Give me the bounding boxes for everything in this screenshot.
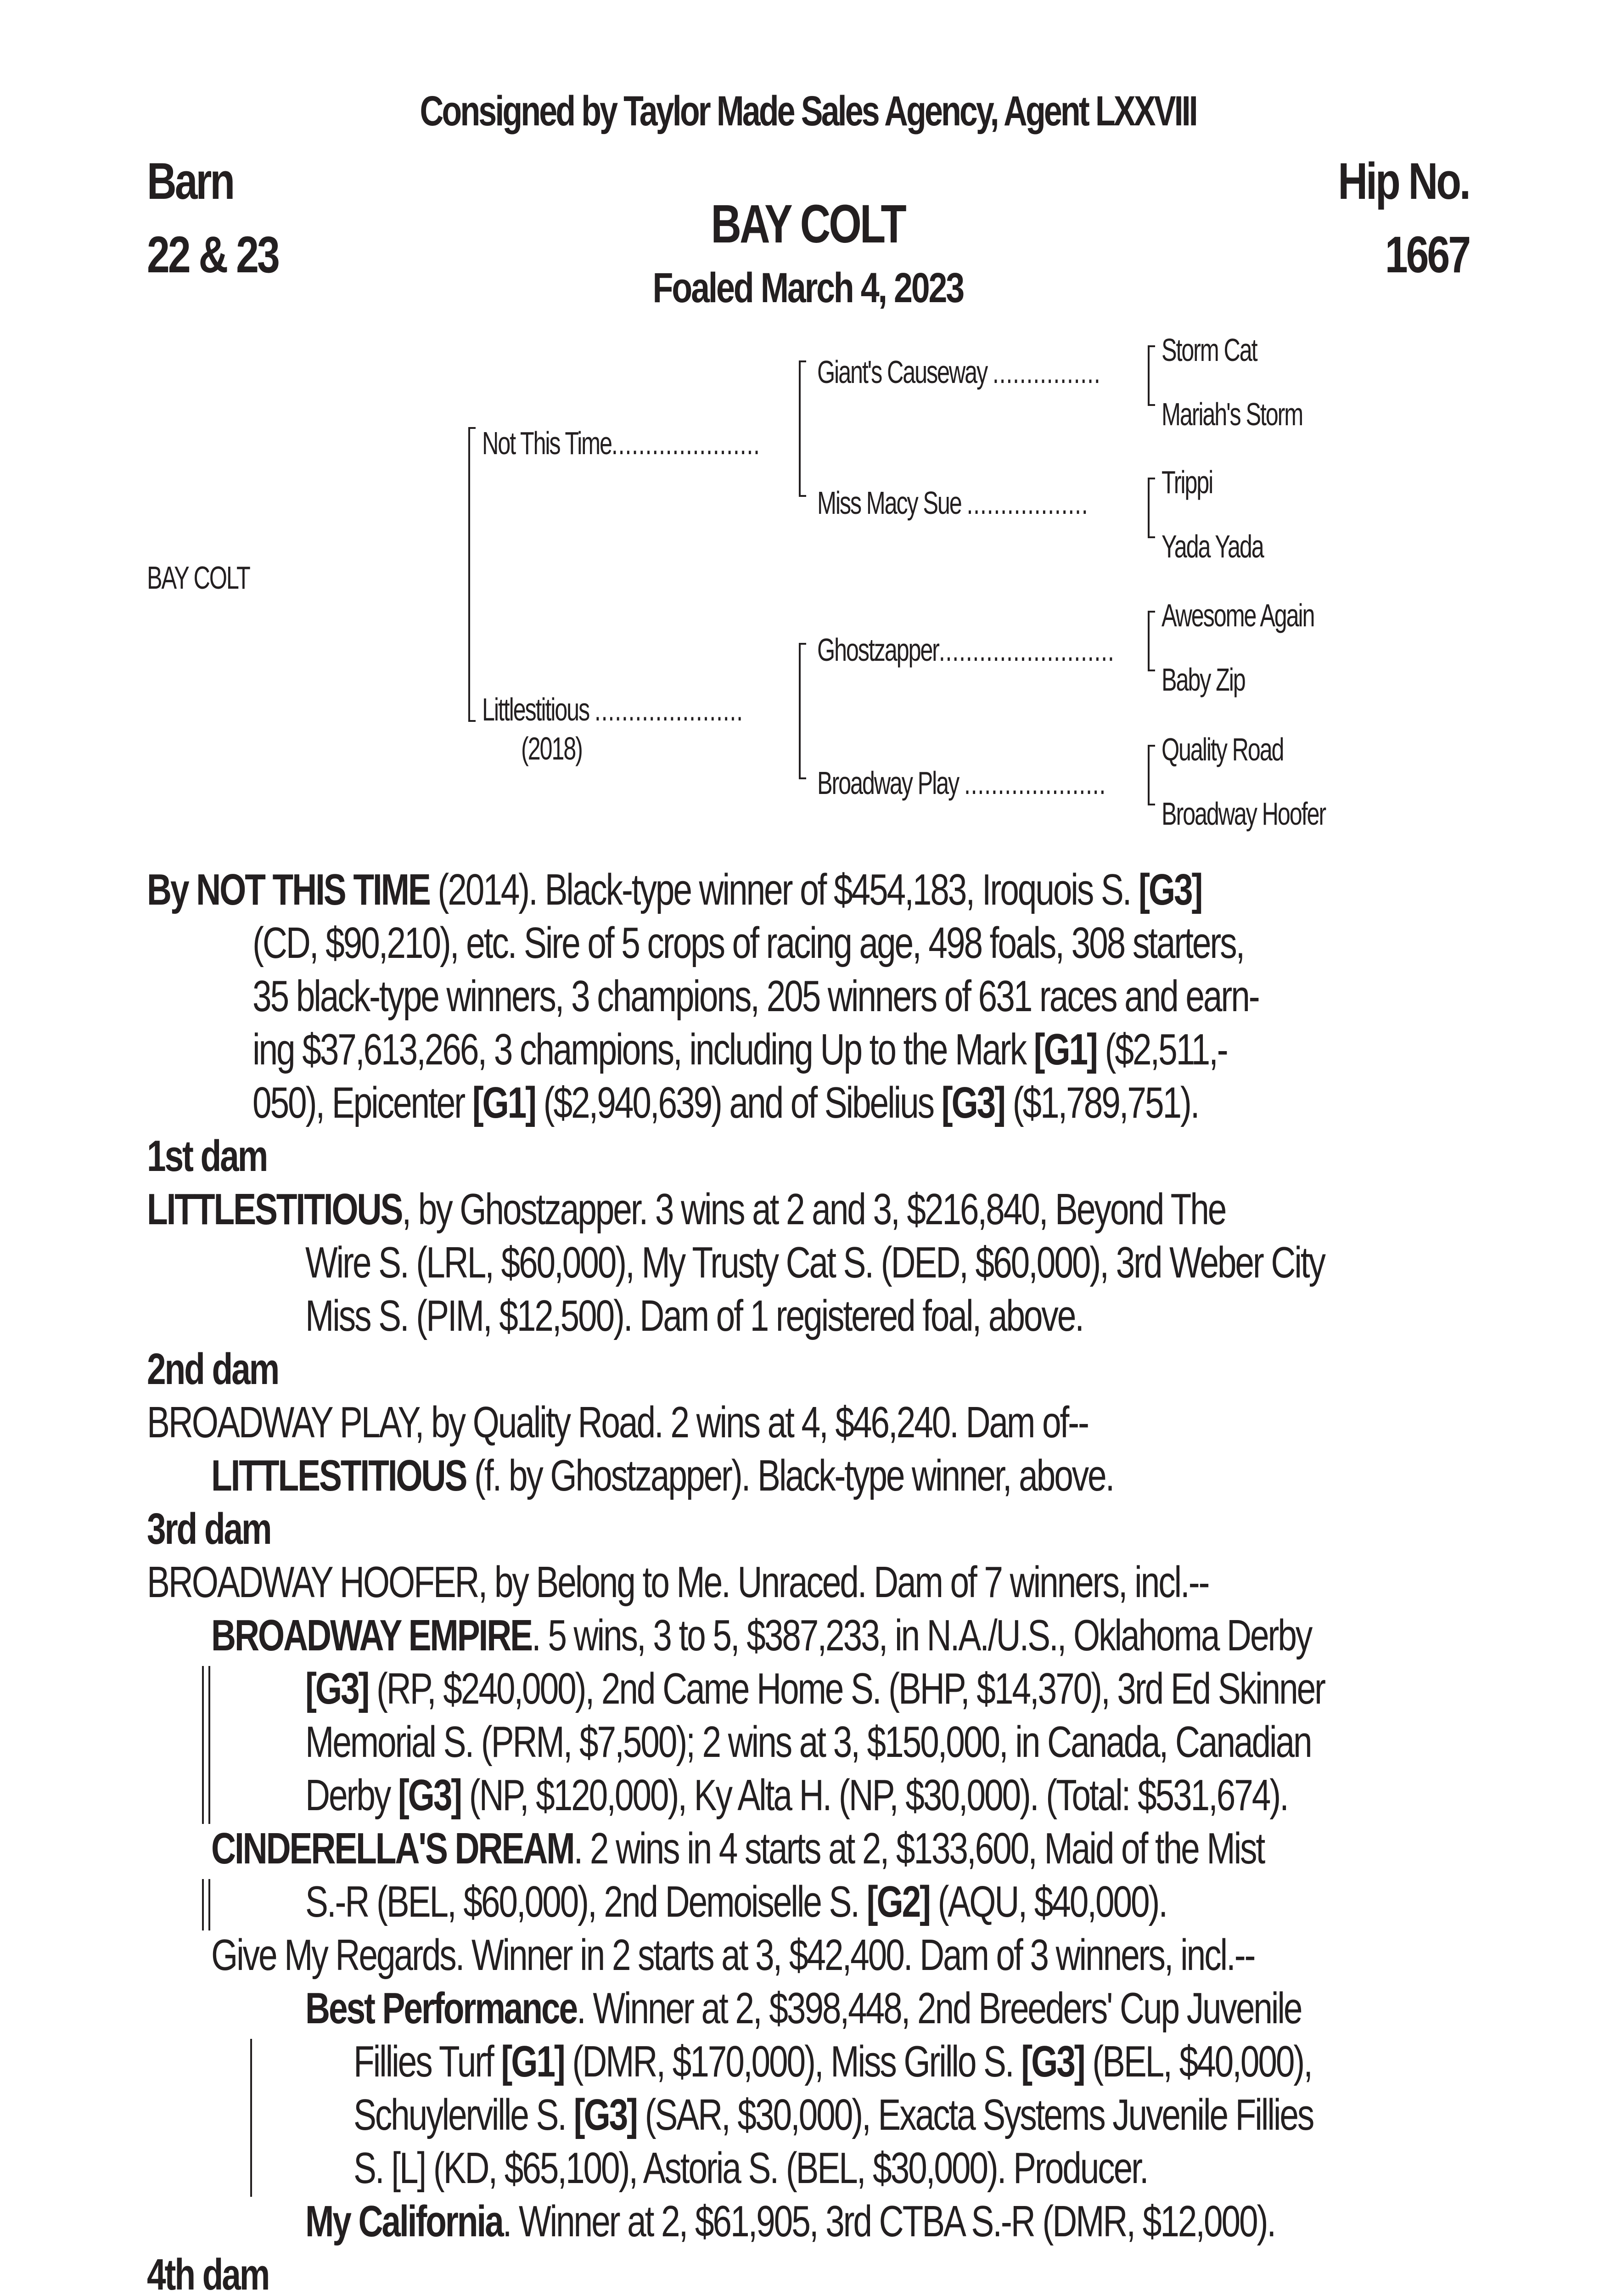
black-type-bar: [208, 1666, 210, 1824]
text-run: BROADWAY HOOFER, by Belong to Me. Unraced. Dam of 7 winners, incl.--: [147, 1558, 1209, 1607]
third-dam-section: [147, 1556, 1478, 2248]
bracket-line: [799, 360, 801, 496]
bracket-line: [1148, 478, 1150, 537]
foaling-date: Foaled March 4, 2023: [652, 264, 964, 311]
text-run: . 2 wins in 4 starts at 2, $133,600, Maid of the Mist: [573, 1824, 1264, 1873]
bold-run: [G3]: [1139, 865, 1202, 914]
pedigree-ggen-3: Trippi: [1162, 464, 1213, 500]
text-run: 050), Epicenter: [252, 1078, 472, 1127]
bracket-tick: [1148, 404, 1155, 406]
text-run: S.-R (BEL, $60,000), 2nd Demoiselle S.: [305, 1877, 867, 1926]
text-line: [252, 1023, 1227, 1076]
bold-run: [G3]: [941, 1078, 1004, 1127]
bracket-line: [468, 427, 470, 721]
bold-run: [G1]: [501, 2037, 564, 2086]
bracket-tick: [468, 427, 476, 429]
bracket-tick: [1148, 478, 1155, 479]
bracket-tick: [799, 495, 806, 497]
text-line: [211, 1929, 1255, 1982]
text-run: . Winner at 2, $398,448, 2nd Breeders' Cup Juvenile: [576, 1984, 1302, 2033]
pedigree-dam-dam: Broadway Play .....................: [817, 765, 1106, 801]
pedigree-ggen-4: Yada Yada: [1162, 529, 1263, 564]
text-run: Schuylerville S.: [354, 2090, 574, 2139]
pedigree-ggen-6: Baby Zip: [1162, 662, 1245, 698]
bold-run: [G3]: [573, 2090, 637, 2139]
bracket-tick: [1148, 670, 1155, 671]
pedigree-dam-sire: Ghostzapper..........................: [817, 632, 1115, 668]
sire-section: [147, 863, 1478, 1130]
pedigree-ggen-2: Mariah's Storm: [1162, 396, 1303, 432]
bracket-tick: [1148, 804, 1155, 805]
bold-run: Best Performance: [305, 1984, 577, 2033]
black-type-bar: [208, 1879, 210, 1930]
text-line: [305, 1662, 1324, 1716]
text-run: (RP, $240,000), 2nd Came Home S. (BHP, $14,370), 3rd Ed Skinner: [368, 1664, 1324, 1713]
text-line: [252, 917, 1244, 970]
bracket-tick: [468, 720, 476, 722]
pedigree-dam-year: (2018): [521, 731, 582, 766]
text-line: [305, 1289, 1220, 1343]
text-line: [305, 1875, 1220, 1929]
bold-run: [G1]: [1033, 1025, 1097, 1074]
bracket-tick: [1148, 745, 1155, 747]
text-run: (NP, $120,000), Ky Alta H. (NP, $30,000). (Total: $531,674).: [461, 1771, 1288, 1820]
bracket-line: [799, 643, 801, 778]
section-heading-4th-dam: 4th dam: [147, 2250, 269, 2296]
catalog-body: [147, 863, 1478, 2296]
text-line: [147, 863, 1202, 917]
text-line: [354, 2088, 1313, 2142]
text-run: (CD, $90,210), etc. Sire of 5 crops of racing age, 498 foals, 308 starters,: [252, 918, 1244, 968]
text-run: Derby: [305, 1771, 398, 1820]
text-run: , by Ghostzapper. 3 wins at 2 and 3, $216,840, Beyond The: [402, 1185, 1226, 1234]
text-run: Memorial S. (PRM, $7,500); 2 wins at 3, $150,000, in Canada, Canadian: [305, 1717, 1311, 1767]
text-run: (BEL, $40,000),: [1084, 2037, 1312, 2086]
text-run: (2014). Black-type winner of $454,183, Iroquois S.: [429, 865, 1139, 914]
bracket-line: [1148, 745, 1150, 805]
barn-value: 22 & 23: [147, 226, 278, 283]
consignor-line: Consigned by Taylor Made Sales Agency, Agent LXXVIII: [420, 88, 1196, 135]
text-line: [252, 970, 1259, 1023]
bracket-line: [1148, 611, 1150, 670]
color-sex-title: BAY COLT: [711, 194, 905, 254]
black-type-bar: [250, 2039, 252, 2197]
pedigree-dam: Littlestitious ......................: [482, 692, 743, 727]
black-type-bar: [202, 1666, 204, 1824]
bold-run: CINDERELLA'S DREAM: [211, 1824, 574, 1873]
text-line: [305, 1716, 1311, 1769]
bracket-tick: [799, 777, 806, 779]
bold-run: By NOT THIS TIME: [147, 865, 430, 914]
text-line: [354, 2142, 1231, 2195]
text-run: (SAR, $30,000), Exacta Systems Juvenile Fillies: [636, 2090, 1313, 2139]
text-line: [305, 1236, 1324, 1289]
text-line: [252, 1076, 1209, 1130]
text-line: [211, 1449, 1200, 1503]
text-run: (f. by Ghostzapper). Black-type winner, above.: [466, 1451, 1114, 1500]
section-heading-1st-dam: 1st dam: [147, 1131, 267, 1181]
text-line: [147, 1396, 1185, 1449]
text-run: 35 black-type winners, 3 champions, 205 winners of 631 races and earn-: [252, 972, 1259, 1021]
bracket-tick: [799, 643, 806, 645]
bracket-line: [1148, 345, 1150, 405]
pedigree-subject: BAY COLT: [147, 560, 250, 596]
section-heading-2nd-dam: 2nd dam: [147, 1345, 279, 1394]
text-run: (AQU, $40,000).: [929, 1877, 1167, 1926]
text-run: Give My Regards. Winner in 2 starts at 3, $42,400. Dam of 3 winners, incl.--: [211, 1930, 1255, 1980]
first-dam-section: [147, 1183, 1478, 1343]
text-line: [147, 1556, 1209, 1609]
text-run: (DMR, $170,000), Miss Grillo S.: [564, 2037, 1021, 2086]
bracket-tick: [1148, 345, 1155, 347]
text-run: ($2,511,-: [1096, 1025, 1227, 1074]
pedigree-sire: Not This Time......................: [482, 425, 760, 461]
bold-run: [G3]: [305, 1664, 369, 1713]
pedigree-chart: [0, 0, 1616, 872]
text-line: [305, 2195, 1275, 2248]
text-line: [211, 1822, 1264, 1875]
bold-run: LITTLESTITIOUS: [211, 1451, 466, 1500]
pedigree-ggen-5: Awesome Again: [1162, 597, 1314, 633]
text-run: S. [L] (KD, $65,100), Astoria S. (BEL, $30,000). Producer.: [354, 2144, 1148, 2193]
text-run: . Winner at 2, $61,905, 3rd CTBA S.-R (DMR, $12,000).: [502, 2197, 1275, 2246]
bracket-tick: [1148, 536, 1155, 538]
bold-run: LITTLESTITIOUS: [147, 1185, 402, 1234]
pedigree-ggen-7: Quality Road: [1162, 732, 1284, 767]
section-heading-3rd-dam: 3rd dam: [147, 1504, 271, 1553]
bold-run: [G2]: [866, 1877, 930, 1926]
text-run: ($1,789,751).: [1004, 1078, 1199, 1127]
text-run: ing $37,613,266, 3 champions, including Up to the Mark: [252, 1025, 1034, 1074]
pedigree-sire-dam: Miss Macy Sue ..................: [817, 485, 1089, 521]
pedigree-ggen-1: Storm Cat: [1162, 332, 1257, 368]
hip-label: Hip No.: [1338, 152, 1469, 210]
text-run: Miss S. (PIM, $12,500). Dam of 1 registered foal, above.: [305, 1291, 1083, 1340]
text-run: . 5 wins, 3 to 5, $387,233, in N.A./U.S., Oklahoma Derby: [531, 1611, 1312, 1660]
text-run: ($2,940,639) and of Sibelius: [535, 1078, 942, 1127]
bold-run: [G1]: [472, 1078, 535, 1127]
barn-label: Barn: [147, 152, 234, 210]
text-line: [211, 1609, 1312, 1662]
pedigree-sire-sire: Giant's Causeway ................: [817, 354, 1101, 390]
bold-run: BROADWAY EMPIRE: [211, 1611, 532, 1660]
text-line: [305, 1769, 1288, 1822]
second-dam-section: [147, 1396, 1478, 1503]
bold-run: [G3]: [1021, 2037, 1084, 2086]
bracket-tick: [799, 360, 806, 362]
bracket-tick: [1148, 611, 1155, 613]
text-line: [354, 2035, 1312, 2088]
hip-number: 1667: [1385, 226, 1469, 283]
text-line: [305, 1982, 1302, 2035]
text-run: Wire S. (LRL, $60,000), My Trusty Cat S. (DED, $60,000), 3rd Weber City: [305, 1238, 1324, 1287]
pedigree-ggen-8: Broadway Hoofer: [1162, 796, 1325, 832]
text-run: BROADWAY PLAY, by Quality Road. 2 wins at 4, $46,240. Dam of--: [147, 1398, 1088, 1447]
text-line: [147, 1183, 1226, 1236]
bold-run: My California: [305, 2197, 503, 2246]
black-type-bar: [202, 1879, 204, 1930]
text-run: Fillies Turf: [354, 2037, 501, 2086]
bold-run: [G3]: [398, 1771, 461, 1820]
